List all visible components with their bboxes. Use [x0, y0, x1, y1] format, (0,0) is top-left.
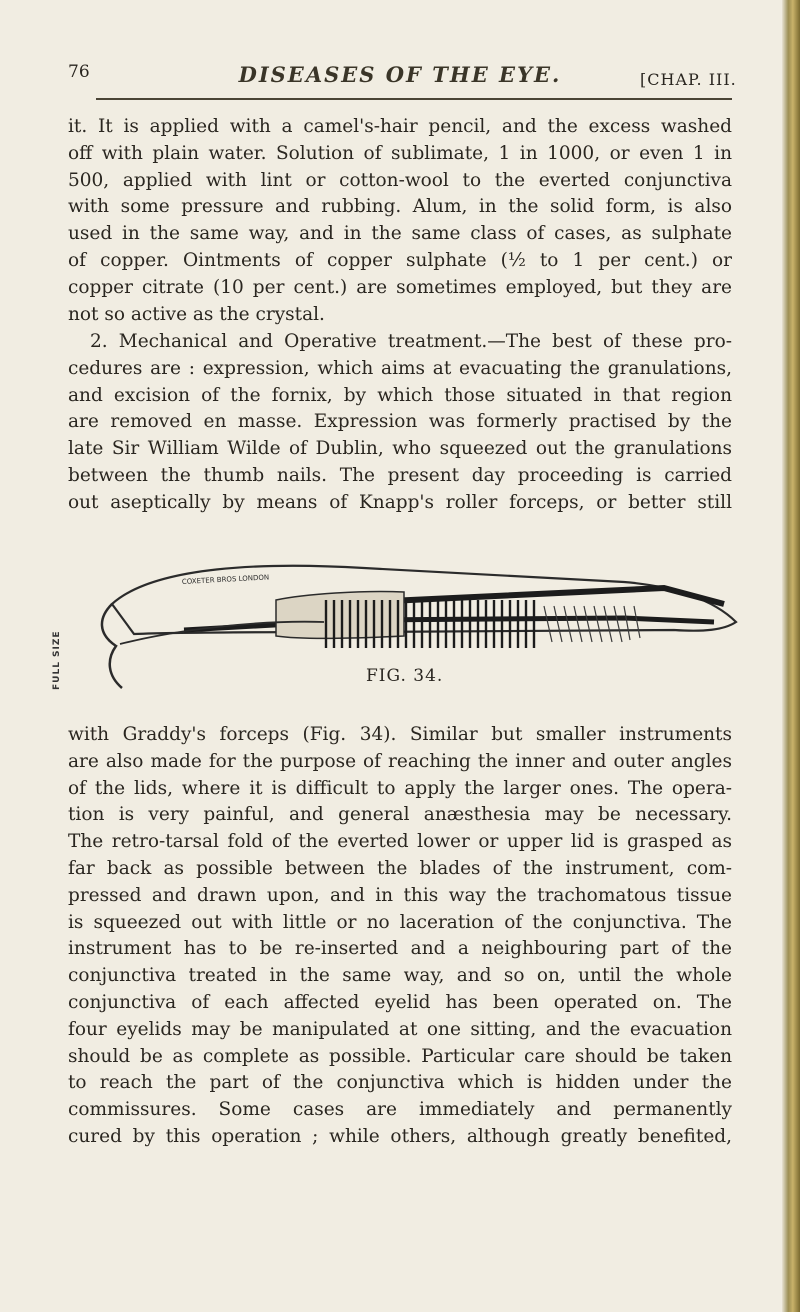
text-line: of copper. Ointments of copper sulphate (½ to 1 per cent.) or — [68, 249, 732, 271]
text-line: used in the same way, and in the same class of cases, as sulphate — [68, 223, 732, 245]
text-line: is squeezed out with little or no laceration of the conjunctiva. The — [68, 911, 732, 933]
text-line: with Graddy's forceps (Fig. 34). Similar but smaller instruments — [68, 724, 732, 745]
figure-caption: FIG. 34. — [366, 666, 444, 686]
text-line: and excision of the fornix, by which those situated in that region — [68, 384, 732, 406]
page-header — [0, 62, 800, 92]
paragraph-3 — [68, 722, 732, 1151]
text-line: commissures. Some cases are immediately and permanently — [68, 1099, 732, 1121]
header-rule — [96, 98, 732, 100]
paragraph-2-heading-line — [68, 329, 732, 356]
page-number: 76 — [68, 62, 90, 82]
text-line: 2. Mechanical and Operative treatment.—The best of these pro- — [90, 331, 732, 352]
text-line: pressed and drawn upon, and in this way the trachomatous tissue — [68, 884, 732, 906]
text-line: are removed en masse. Expression was formerly practised by the — [68, 411, 732, 433]
text-line: tion is very painful, and general anæsthesia may be necessary. — [68, 804, 732, 826]
text-line: of the lids, where it is difficult to apply the larger ones. The opera- — [68, 777, 732, 799]
text-line: are also made for the purpose of reaching the inner and outer angles — [68, 750, 732, 772]
text-line: four eyelids may be manipulated at one sitting, and the evacuation — [68, 1018, 732, 1040]
paragraph-2 — [68, 329, 732, 517]
text-line: off with plain water. Solution of sublimate, 1 in 1000, or even 1 in — [68, 142, 732, 164]
text-line: 500, applied with lint or cotton-wool to the everted conjunctiva — [68, 169, 732, 191]
text-line: not so active as the crystal. — [68, 303, 325, 325]
text-line: between the thumb nails. The present day proceeding is carried — [68, 464, 732, 486]
paragraph-1 — [68, 114, 732, 328]
text-line: to reach the part of the conjunctiva which is hidden under the — [68, 1072, 732, 1094]
maker-mark: COXETER BROS LONDON — [181, 573, 270, 586]
text-line: conjunctiva of each affected eyelid has been operated on. The — [68, 991, 732, 1013]
text-line: cedures are : expression, which aims at evacuating the granulations, — [68, 357, 732, 379]
running-title: DISEASES OF THE EYE. — [238, 62, 562, 87]
text-line: with some pressure and rubbing. Alum, in the solid form, is also — [68, 196, 732, 218]
text-line: The retro-tarsal fold of the everted lower or upper lid is grasped as — [68, 831, 732, 853]
text-line: it. It is applied with a camel's-hair pencil, and the excess washed — [68, 116, 732, 137]
full-size-label: FULL SIZE — [52, 630, 62, 690]
text-line: copper citrate (10 per cent.) are sometimes employed, but they are — [68, 276, 732, 298]
text-line: late Sir William Wilde of Dublin, who squeezed out the granulations — [68, 438, 732, 460]
text-line: far back as possible between the blades of the instrument, com- — [68, 857, 732, 879]
chapter-reference: [CHAP. III. — [640, 70, 737, 89]
text-line: instrument has to be re-inserted and a neighbouring part of the — [68, 938, 732, 960]
text-line: conjunctiva treated in the same way, and so on, until the whole — [68, 965, 732, 987]
text-line: out aseptically by means of Knapp's roller forceps, or better still — [68, 491, 732, 513]
page-edge — [782, 0, 800, 1312]
text-line: cured by this operation ; while others, although greatly benefited, — [68, 1125, 732, 1147]
text-line: should be as complete as possible. Particular care should be taken — [68, 1045, 732, 1067]
